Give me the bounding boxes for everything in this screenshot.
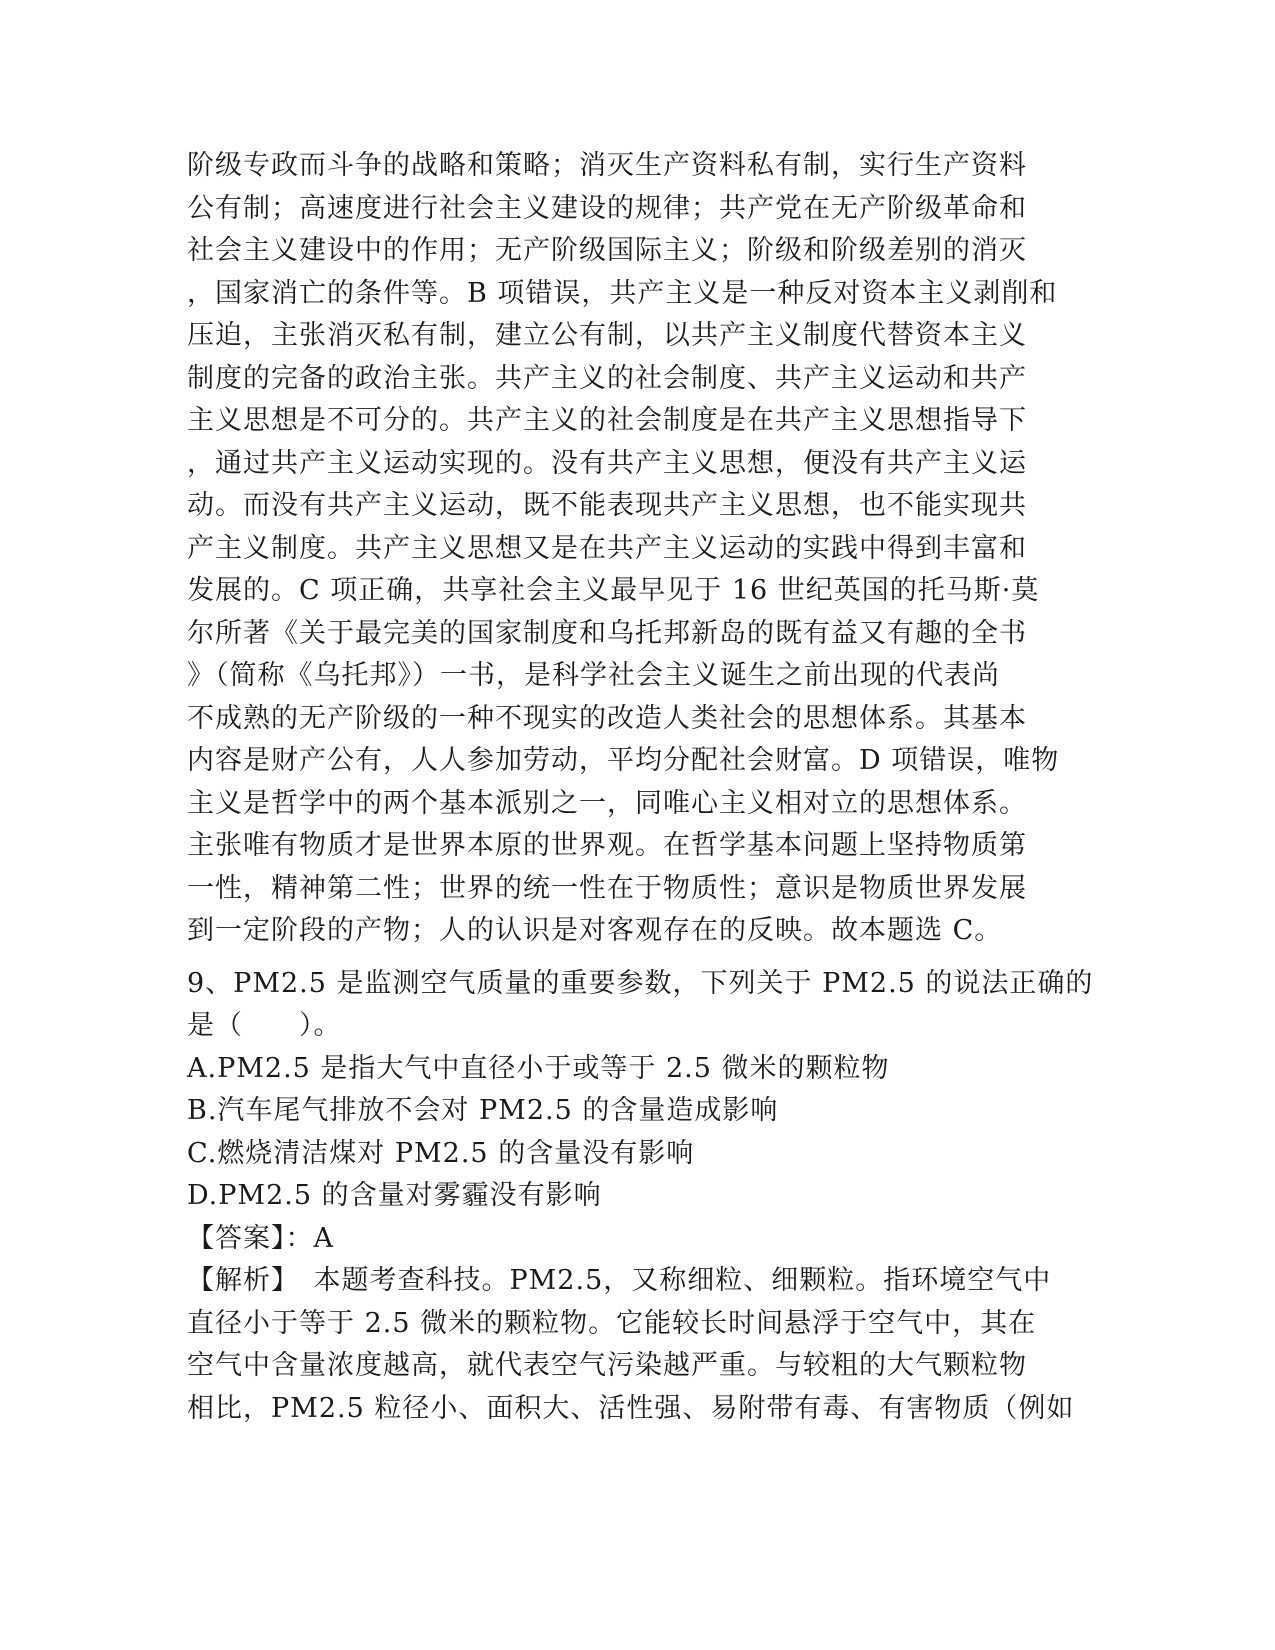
question-9 xyxy=(187,963,1094,1431)
text-line: 主义思想是不可分的。共产主义的社会制度是在共产主义思想指导下 xyxy=(187,405,1027,436)
document-page xyxy=(187,145,1094,1430)
text-line: 不成熟的无产阶级的一种不现实的改造人类社会的思想体系。其基本 xyxy=(187,702,1027,734)
text-line: 主张唯有物质才是世界本原的世界观。在哲学基本问题上坚持物质第 xyxy=(187,830,1027,861)
text-line: 尔所著《关于最完美的国家制度和乌托邦新岛的既有益又有趣的全书 xyxy=(187,617,1027,649)
analysis xyxy=(187,1260,1087,1430)
text-line: 发展的。C 项正确，共享社会主义最早见于 16 世纪英国的托马斯·莫 xyxy=(187,575,1040,606)
question-options xyxy=(187,1048,1087,1218)
analysis-line: 空气中含量浓度越高，就代表空气污染越严重。与较粗的大气颗粒物 xyxy=(187,1350,1027,1381)
answer-line: 【答案】：A xyxy=(187,1222,334,1254)
question-stem xyxy=(187,963,1094,1048)
text-line: 动。而没有共产主义运动，既不能表现共产主义思想，也不能实现共 xyxy=(187,490,1027,521)
option-a: A.PM2.5 是指大气中直径小于或等于 2.5 微米的颗粒物 xyxy=(187,1052,890,1084)
text-line: 社会主义建设中的作用；无产阶级国际主义；阶级和阶级差别的消灭 xyxy=(187,235,1027,266)
question-stem-line: 9、PM2.5 是监测空气质量的重要参数，下列关于 PM2.5 的说法正确的 xyxy=(187,967,1094,999)
text-line: 公有制；高速度进行社会主义建设的规律；共产党在无产阶级革命和 xyxy=(187,192,1027,224)
text-line: 压迫，主张消灭私有制，建立公有制，以共产主义制度代替资本主义 xyxy=(187,320,1027,351)
text-line: 》（简称《乌托邦》）一书，是科学社会主义诞生之前出现的代表尚 xyxy=(187,660,1000,691)
text-line: 阶级专政而斗争的战略和策略；消灭生产资料私有制，实行生产资料 xyxy=(187,150,1027,181)
option-d: D.PM2.5 的含量对雾霾没有影响 xyxy=(187,1180,602,1211)
analysis-line: 直径小于等于 2.5 微米的颗粒物。它能较长时间悬浮于空气中，其在 xyxy=(187,1307,1037,1339)
text-line: 制度的完备的政治主张。共产主义的社会制度、共产主义运动和共产 xyxy=(187,362,1027,394)
text-line: 主义是哲学中的两个基本派别之一，同唯心主义相对立的思想体系。 xyxy=(187,787,1027,819)
question-stem-line: 是（ ）。 xyxy=(187,1010,342,1041)
text-line: 产主义制度。共产主义思想又是在共产主义运动的实践中得到丰富和 xyxy=(187,532,1027,564)
text-line: ，通过共产主义运动实现的。没有共产主义思想，便没有共产主义运 xyxy=(187,447,1027,479)
text-line: 一性，精神第二性；世界的统一性在于物质性；意识是物质世界发展 xyxy=(187,872,1027,904)
option-c: C.燃烧清洁煤对 PM2.5 的含量没有影响 xyxy=(187,1137,695,1169)
text-line: 到一定阶段的产物；人的认识是对客观存在的反映。故本题选 C。 xyxy=(187,915,1003,946)
previous-analysis-continuation xyxy=(187,145,1087,953)
text-line: 内容是财产公有，人人参加劳动，平均分配社会财富。D 项错误，唯物 xyxy=(187,745,1060,776)
analysis-line: 相比，PM2.5 粒径小、面积大、活性强、易附带有毒、有害物质（例如 xyxy=(187,1392,1075,1424)
text-line: ，国家消亡的条件等。B 项错误，共产主义是一种反对资本主义剥削和 xyxy=(187,277,1058,309)
analysis-line: 【解析】 本题考查科技。PM2.5，又称细粒、细颗粒。指环境空气中 xyxy=(187,1265,1052,1296)
option-b: B.汽车尾气排放不会对 PM2.5 的含量造成影响 xyxy=(187,1095,779,1126)
